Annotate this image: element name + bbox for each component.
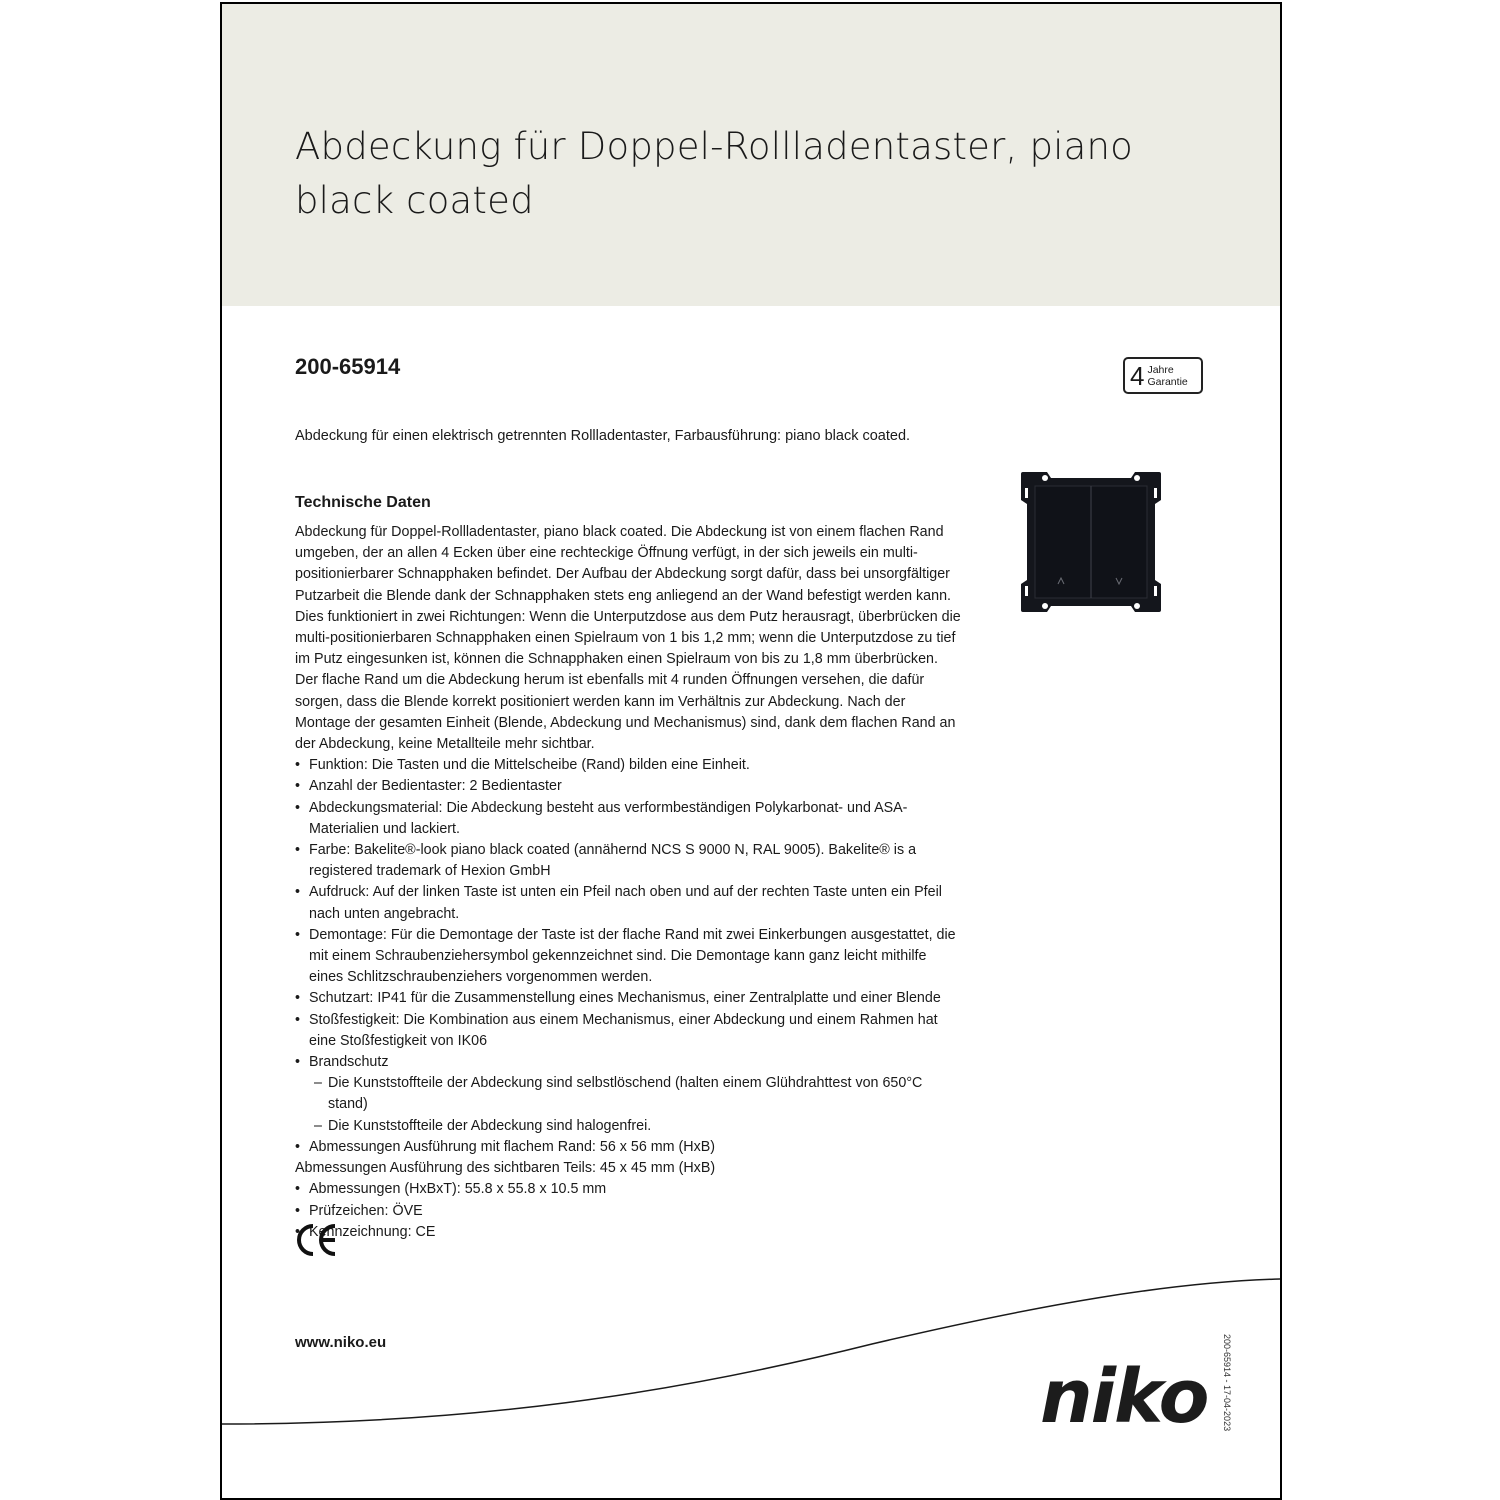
intro-text: Abdeckung für einen elektrisch getrennten Rollladentaster, Farbausführung: piano black coated. xyxy=(295,428,911,444)
dimensions-visible: Abmessungen Ausführung des sichtbaren Teils: 45 x 45 mm (HxB) xyxy=(295,1160,716,1177)
spec-item: • Abdeckungsmaterial: Die Abdeckung besteht aus verformbeständigen Polykarbonat- und ASA-Materialien und lackiert. xyxy=(295,798,963,840)
warranty-years: 4 xyxy=(1130,360,1145,391)
section-title: Technische Daten xyxy=(295,494,431,511)
document-code: 200-65914 - 17-04-2023 xyxy=(1222,1334,1232,1432)
warranty-badge xyxy=(1123,357,1203,394)
spec-item: • Stoßfestigkeit: Die Kombination aus einem Mechanismus, einer Abdeckung und einem Rahmen hat eine Stoßfestigkeit von IK06 xyxy=(295,1010,963,1052)
niko-logo: niko xyxy=(1040,1354,1208,1440)
fire-sub-item: – Die Kunststoffteile der Abdeckung sind selbstlöschend (halten einem Glühdrahttest von 650°C stand) xyxy=(295,1073,963,1115)
fire-sub-item: – Die Kunststoffteile der Abdeckung sind halogenfrei. xyxy=(295,1116,963,1137)
datasheet-page xyxy=(220,2,1282,1500)
spec-item: • Brandschutz xyxy=(295,1052,963,1073)
spec-list-tail xyxy=(295,1179,963,1243)
description-paragraph: Abdeckung für Doppel-Rollladentaster, piano black coated. Die Abdeckung ist von einem flachen Rand umgeben, der an allen 4 Ecken über eine rechteckige Öffnung verfügt, in der sich jeweils ein multi-positionierbarer Schnapphaken befindet. Der Aufbau der Abdeckung sorgt dafür, dass bei unsorgfältiger Putzarbeit die Blende dank der Schnapphaken stets eng anliegend an der Wand befestigt werden kann. Dies funktioniert in zwei Richtungen: Wenn die Unterputzdose aus dem Putz herausragt, überbrücken die multi-positionierbaren Schnapphaken einen Spielraum von 1 bis 1,2 mm; wenn die Unterputzdose zu tief im Putz eingesunken ist, können die Schnapphaken einen Spielraum von bis zu 1,8 mm überbrücken. Der flache Rand um die Abdeckung herum ist ebenfalls mit 4 runden Öffnungen versehen, die dafür sorgen, dass die Blende korrekt positioniert werden kann im Verhältnis zur Abdeckung. Nach der Montage der gesamten Einheit (Blende, Abdeckung und Mechanismus) sind, dank dem flachen Rand an der Abdeckung, keine Metallteile mehr sichtbar. xyxy=(295,524,961,753)
spec-item: • Anzahl der Bedientaster: 2 Bedientaster xyxy=(295,776,963,797)
spec-item: • Prüfzeichen: ÖVE xyxy=(295,1201,963,1222)
warranty-line2: Garantie xyxy=(1147,375,1188,388)
technical-data xyxy=(295,522,963,1243)
website-link[interactable]: www.niko.eu xyxy=(295,1334,387,1351)
spec-item: • Funktion: Die Tasten und die Mittelscheibe (Rand) bilden eine Einheit. xyxy=(295,755,963,776)
spec-item: • Abmessungen (HxBxT): 55.8 x 55.8 x 10.5 mm xyxy=(295,1179,963,1200)
spec-item: • Aufdruck: Auf der linken Taste ist unten ein Pfeil nach oben und auf der rechten Taste unten ein Pfeil nach unten angebracht. xyxy=(295,882,963,924)
warranty-line1: Jahre xyxy=(1147,363,1174,376)
page-title: Abdeckung für Doppel-Rollladentaster, piano black coated xyxy=(295,125,1133,222)
article-number: 200-65914 xyxy=(295,354,401,379)
spec-item: • Farbe: Bakelite®-look piano black coated (annähernd NCS S 9000 N, RAL 9005). Bakelite® is a registered trademark of Hexion GmbH xyxy=(295,840,963,882)
spec-item: • Schutzart: IP41 für die Zusammenstellung eines Mechanismus, einer Zentralplatte und einer Blende xyxy=(295,988,963,1009)
warranty-label xyxy=(1147,364,1187,388)
spec-item: • Abmessungen Ausführung mit flachem Rand: 56 x 56 mm (HxB) xyxy=(295,1137,963,1158)
spec-list xyxy=(295,755,963,1158)
spec-item: • Demontage: Für die Demontage der Taste ist der flache Rand mit zwei Einkerbungen ausgestattet, die mit einem Schraubenziehersymbol gekennzeichnet sind. Die Demontage kann ganz leicht mithilfe eines Schlitzschraubenziehers vorgenommen werden. xyxy=(295,925,963,989)
spec-item: • Kennzeichnung: CE xyxy=(295,1222,963,1243)
product-image xyxy=(1019,470,1163,614)
